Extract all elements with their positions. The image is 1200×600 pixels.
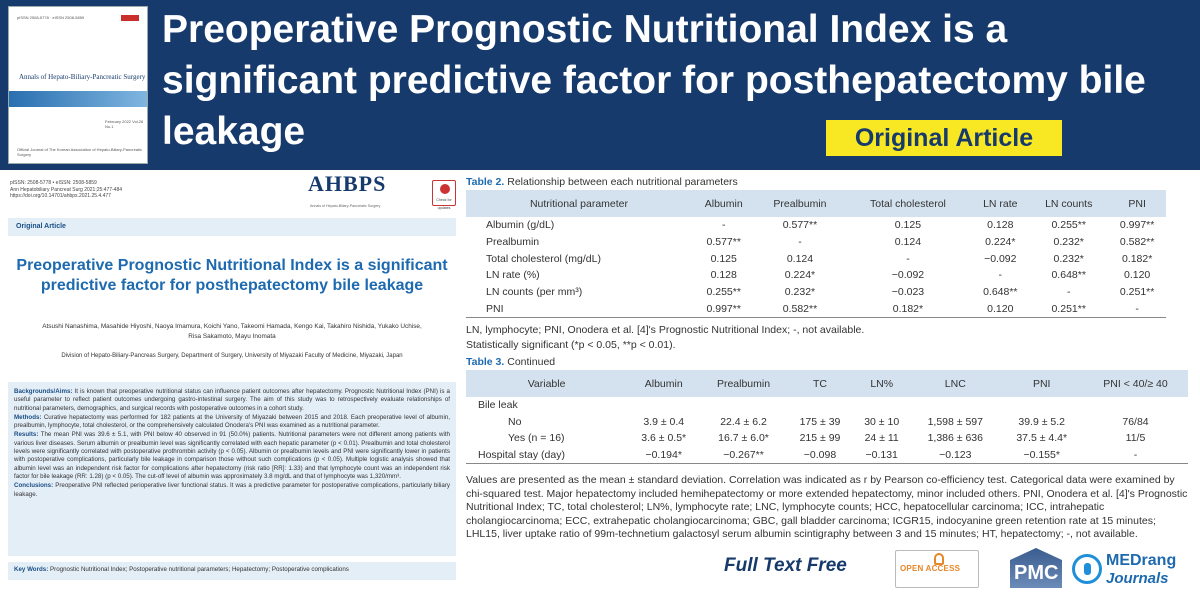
table-cell: 0.125 <box>710 252 737 265</box>
table-row <box>466 397 1188 414</box>
table-cell: 0.251** <box>1119 286 1155 299</box>
table3-header-row <box>466 370 1188 397</box>
table-cell: −0.155* <box>1000 447 1083 464</box>
paper-doi[interactable]: https://doi.org/10.14701/ahbps.2021.25.4.477 <box>10 193 111 200</box>
table3-notes: Values are presented as the mean ± standard deviation. Correlation was indicated as r by Pearson co-efficiency test. Categorical data were examined by chi-squared test. Major hepatectomy included hemihepatectomy or more extended hepatectomy, minor included others. PNI, Onodera et al. [4]'s Prognostic Nutritional Index; TC, total cholesterol; LN%, lymphocyte rate; LNC, lymphocyte counts; HCC, hepatocellular carcinoma; ICC, intrahepatic cholangiocarcinoma; ECC, extrahepatic cholangiocarcinoma; GBC, gall bladder carcinoma; ICGR15, indocyanine green retention rate at 15 minutes; LHL15, liver uptake ratio of 99m-technetium galactosyl serum albumin scintigraphy between 3 and 15 minutes; HT, hepatectomy; -, not available. <box>466 474 1188 540</box>
table-cell: - <box>721 219 726 232</box>
table-cell: 0.577** <box>706 236 741 249</box>
medrang-logo[interactable] <box>1072 550 1192 590</box>
table3-body <box>466 397 1188 463</box>
table-cell: - <box>1066 286 1071 299</box>
column-header: Nutritional parameter <box>466 190 692 217</box>
original-article-badge: Original Article <box>826 120 1062 156</box>
column-header: PNI <box>1000 370 1083 397</box>
ahbps-logo-text: AHBPS <box>308 171 387 196</box>
abstract-box <box>8 382 456 556</box>
table-cell: 0.128 <box>987 219 1014 232</box>
table-cell: - <box>906 252 910 265</box>
header-banner <box>0 0 1200 170</box>
table-cell: 3.9 ± 0.4 <box>643 415 685 428</box>
table-cell: 1,386 ± 636 <box>927 432 983 445</box>
column-header: LNC <box>910 370 1000 397</box>
table-row <box>466 414 1188 431</box>
row-label: No <box>508 415 522 428</box>
paper-meta <box>10 180 122 200</box>
table-cell <box>910 397 1000 414</box>
table-cell: 0.997** <box>692 300 756 317</box>
abstract-methods: Methods: Curative hepatectomy was performed for 182 patients at the University of Miyazaki between 2015 and 2018. Each preoperative level of albumin, prealbumin, lymphocyte, total cholesterol, or the comprehensively calculated Onodera's PNI was examined as a nutritional parameter. <box>14 413 450 430</box>
paper-affiliation: Division of Hepato-Biliary-Pancreas Surgery, Department of Surgery, University of Miyazaki Faculty of Medicine, Miyazaki, Japan <box>61 353 403 359</box>
table-row <box>466 430 1188 447</box>
table-cell <box>1083 397 1188 414</box>
row-label: LN rate (%) <box>486 269 540 282</box>
table2-caption: Table 2. Relationship between each nutritional parameters <box>466 176 738 188</box>
table-cell: 0.577** <box>782 219 818 232</box>
paper-issn: pISSN: 2508-5778 • eISSN: 2508-5859 <box>10 180 97 186</box>
column-header: Total cholesterol <box>844 190 971 217</box>
header-title: Preoperative Prognostic Nutritional Index is a significant predictive factor for posthepatectomy bile leakage <box>162 8 1146 153</box>
table-row <box>466 250 1166 267</box>
table-cell: 24 ± 11 <box>864 432 899 445</box>
abstract-results: Results: The mean PNI was 39.6 ± 5.1, with PNI below 40 observed in 91 (50.0%) patients. Nutritional parameters were not different among patients with various liver diseases. Serum albumin or prealbumin level was significantly correlated with each hepatic parameter (p < 0.01). Prealbumin and total cholesterol levels were significantly correlated with postoperative prothrombin activity (p < 0.05). Albumin or prealbumin levels and PNI were significantly lower in patients with postoperative complications, particularly bile leakage in comparison those without such complications (p < 0.05). Multiple logistic analysis showed that albumin level was an independent risk factor for complications after hepatectomy (risk ratio [RR]: 1.33) and that lymphocyte count was an independent risk factor for bile leakage (RR: 1.28) (p < 0.05). The cut-off level of albumin was approximately 3.8 mg/dL and that of lymphocyte was 1,320/mm³. <box>14 431 450 480</box>
row-label: Prealbumin <box>486 236 540 249</box>
pmc-logo[interactable] <box>1010 548 1062 588</box>
table-cell: - <box>998 269 1003 282</box>
cover-journal-name: Annals of Hepato-Biliary-Pancreatic Surgery <box>19 73 146 81</box>
table-row <box>466 217 1166 234</box>
table-cell: −0.267** <box>700 447 787 464</box>
medrang-name: MEDrang <box>1106 552 1177 569</box>
table-cell: 16.7 ± 6.0* <box>718 432 769 445</box>
check-for-updates-icon[interactable]: Check for updates <box>432 180 456 206</box>
table-row <box>466 447 1188 464</box>
table-cell: 1,598 ± 597 <box>927 415 983 428</box>
table-cell: 0.232* <box>784 286 816 299</box>
table-cell: 30 ± 10 <box>864 415 900 428</box>
column-header: Albumin <box>692 190 756 217</box>
column-header: TC <box>787 370 853 397</box>
column-header: Variable <box>466 370 627 397</box>
table-cell: 0.124 <box>786 252 814 265</box>
cover-logo-icon <box>121 15 139 21</box>
table-cell <box>627 397 700 414</box>
column-header: Albumin <box>627 370 700 397</box>
cover-issue: February 2022 Vol.26 No.1 <box>105 119 144 129</box>
table-cell: 22.4 ± 6.2 <box>720 415 767 428</box>
journal-cover-image[interactable] <box>8 6 148 164</box>
table3 <box>466 370 1188 464</box>
column-header: PNI < 40/≥ 40 <box>1083 370 1188 397</box>
table-row <box>466 267 1166 284</box>
table-cell: - <box>1108 300 1166 317</box>
table-cell: 0.255** <box>706 286 741 299</box>
open-access-text: OPEN ACCESS <box>900 564 961 573</box>
abstract-background: Backgrounds/Aims: It is known that preoperative nutritional status can influence patient outcomes after hepatectomy. Prognostic Nutritional Index (PNI) is a useful parameter to reflect patient outcomes undergoing gastro-intestinal surgery. The aim of this study was to retrospectively evaluate relationships of nutritional parameters, demographics, and surgical records with postoperative outcomes in a cohort study. <box>14 388 450 412</box>
table2 <box>466 190 1166 318</box>
ahbps-logo <box>308 171 456 211</box>
table-row <box>466 284 1166 301</box>
table-cell: −0.092 <box>984 252 1017 265</box>
row-label: PNI <box>466 300 692 317</box>
table-cell <box>787 397 853 414</box>
table-cell: 0.224* <box>985 236 1016 249</box>
row-label: Albumin (g/dL) <box>486 219 555 232</box>
table-cell: 0.255** <box>1051 219 1086 232</box>
table-cell: 0.182* <box>1121 252 1153 265</box>
table-cell <box>853 397 910 414</box>
ahbps-logo-sub: Annals of Hepato-Biliary-Pancreatic Surgery <box>310 204 381 208</box>
paper-authors: Atsushi Nanashima, Masahide Hiyoshi, Naoya Imamura, Koichi Yano, Takeomi Hamada, Kengo Kai, Takahiro Nishida, Yukako Uchise, Risa Sakamoto, Mayu Inomata <box>42 323 422 340</box>
full-text-free-label[interactable]: Full Text Free <box>724 555 847 576</box>
table-cell: 3.6 ± 0.5* <box>641 432 687 445</box>
table2-body <box>466 217 1166 317</box>
table-cell: 0.997** <box>1119 219 1155 232</box>
abstract-conclusions: Conclusions: Preoperative PNI reflected perioperative liver functional status. It was a predictive parameter for postoperative complications, particularly biliary leakage. <box>14 482 450 498</box>
paper-first-page <box>8 171 456 600</box>
keywords-box: Key Words: Prognostic Nutritional Index; Postoperative nutritional parameters; Hepatectomy; Postoperative complications <box>8 562 456 580</box>
column-header: Prealbumin <box>700 370 787 397</box>
table-cell: −0.098 <box>787 447 853 464</box>
cover-band <box>9 91 147 107</box>
row-label: Total cholesterol (mg/dL) <box>486 252 601 265</box>
column-header: LN counts <box>1029 190 1108 217</box>
table-cell: −0.023 <box>891 286 925 299</box>
table3-caption: Table 3. Continued <box>466 356 556 368</box>
table-cell: 76/84 <box>1122 415 1149 428</box>
row-label: Bile leak <box>478 399 518 412</box>
table-cell: −0.123 <box>910 447 1000 464</box>
section-bar: Original Article <box>8 218 456 236</box>
cover-issn: pISSN 2508-5778 · eISSN 2508-5859 <box>17 15 85 20</box>
table-cell: 37.5 ± 4.4* <box>1016 432 1068 445</box>
table-cell: 175 ± 39 <box>799 415 841 428</box>
medrang-person-icon <box>1072 554 1102 584</box>
column-header: PNI <box>1108 190 1166 217</box>
row-label: Yes (n = 16) <box>508 432 565 445</box>
table-cell: −0.131 <box>853 447 910 464</box>
table2-header-row <box>466 190 1166 217</box>
table-cell: 0.124 <box>894 236 922 249</box>
table-cell: 0.224* <box>784 269 816 282</box>
table-cell: −0.194* <box>627 447 700 464</box>
table-cell: 0.232* <box>1053 236 1084 249</box>
table-cell <box>700 397 787 414</box>
column-header: Prealbumin <box>755 190 844 217</box>
paper-citation: Ann Hepatobiliary Pancreat Surg 2021;25:477-484 <box>10 186 123 193</box>
table-cell: 0.648** <box>983 286 1018 299</box>
table-cell <box>1000 397 1083 414</box>
table-cell: - <box>798 236 802 249</box>
table-cell: 0.582** <box>1119 236 1155 249</box>
table-cell: 39.9 ± 5.2 <box>1018 415 1066 428</box>
table-cell: 0.582** <box>755 300 844 317</box>
column-header: LN rate <box>971 190 1029 217</box>
table-row <box>466 234 1166 251</box>
column-header: LN% <box>853 370 910 397</box>
table2-note-abbrev: LN, lymphocyte; PNI, Onodera et al. [4]'s Prognostic Nutritional Index; -, not available. <box>466 324 865 336</box>
row-label: Hospital stay (day) <box>466 447 627 464</box>
paper-title: Preoperative Prognostic Nutritional Index is a significant predictive factor for posthepatectomy bile leakage <box>16 257 448 294</box>
table-cell: 0.232* <box>1053 252 1084 265</box>
cover-society: Official Journal of The Korean Association of Hepato-Biliary-Pancreatic Surgery <box>17 147 143 157</box>
table-cell: 215 ± 99 <box>799 432 841 445</box>
table-cell: - <box>1083 447 1188 464</box>
table-cell: 0.120 <box>1124 269 1151 282</box>
table-cell: 0.125 <box>894 219 922 232</box>
row-label: LN counts (per mm³) <box>486 286 583 299</box>
table-cell: −0.092 <box>891 269 925 282</box>
table-cell: 0.182* <box>844 300 971 317</box>
medrang-journals: Journals <box>1106 570 1169 587</box>
table2-note-significance: Statistically significant (*p < 0.05, **p < 0.01). <box>466 338 676 351</box>
table-cell: 11/5 <box>1125 432 1146 445</box>
table-cell: 0.120 <box>971 300 1029 317</box>
table-row <box>466 300 1166 317</box>
table-cell: 0.128 <box>710 269 737 282</box>
table-cell: 0.648** <box>1051 269 1086 282</box>
table-cell: 0.251** <box>1029 300 1108 317</box>
table2-notes <box>466 323 1186 352</box>
open-access-logo[interactable] <box>895 550 979 588</box>
pmc-text: PMC <box>1014 562 1059 584</box>
